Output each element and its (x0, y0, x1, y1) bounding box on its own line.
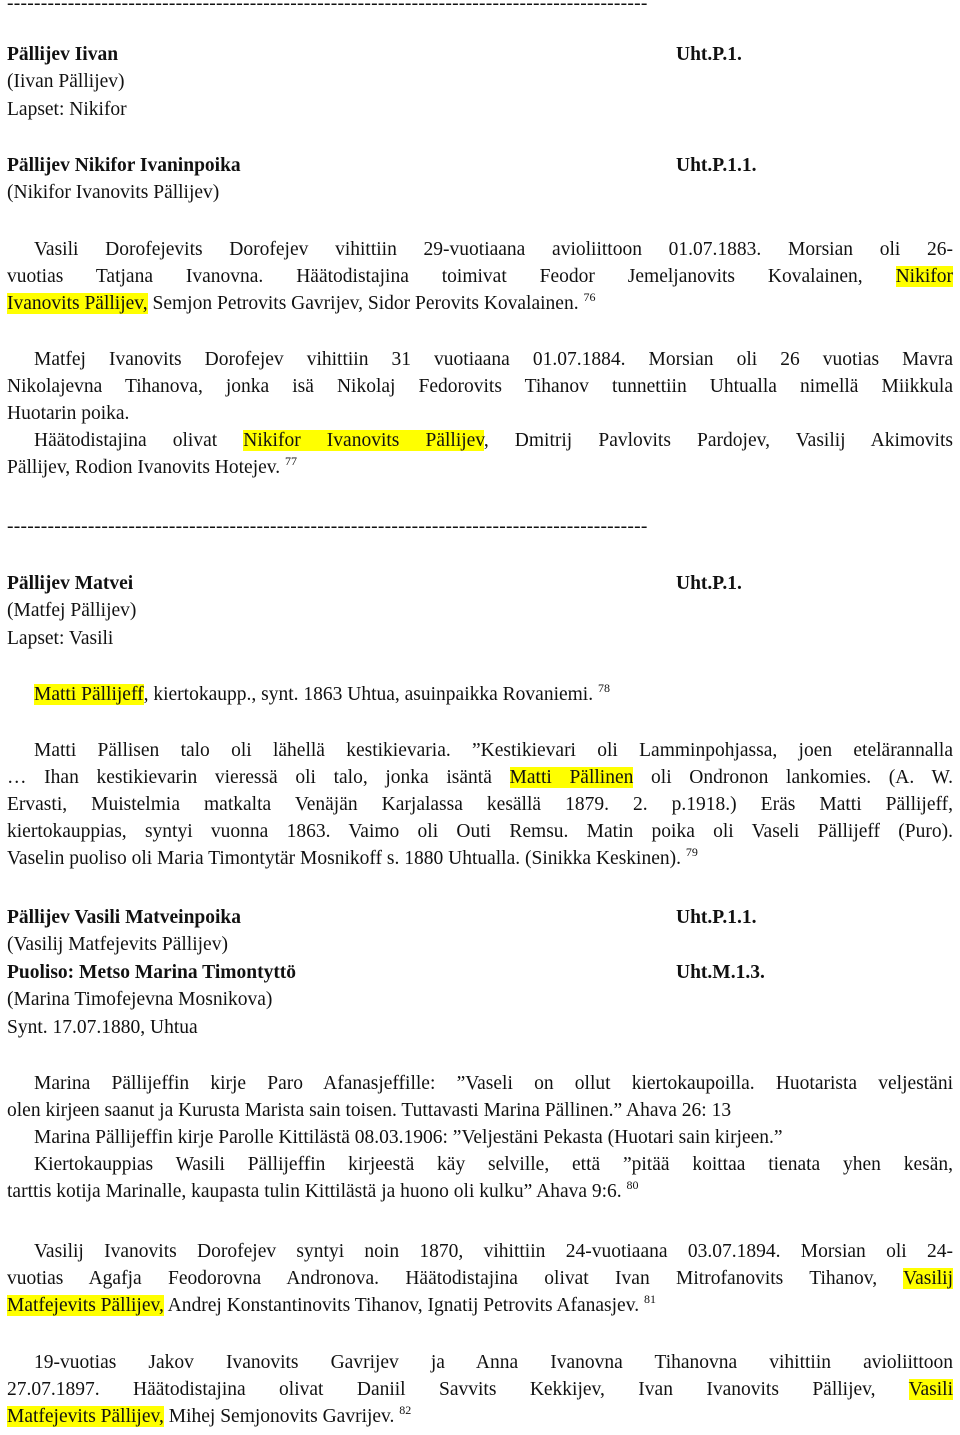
highlighted-name: Vasilij (903, 1268, 954, 1289)
spouse-alt-name: (Marina Timofejevna Mosnikova) (7, 989, 273, 1010)
text-line: vuotias Tatjana Ivanovna. Häätodistajina toimivat Feodor Jemeljanovits Kovalainen, (7, 266, 863, 287)
text-line: oli Ondronon lankomies. (A. W. (633, 767, 954, 788)
footnote-ref: 80 (626, 1178, 639, 1192)
entry-code: Uht.P.1. (676, 44, 742, 65)
text-line: Matti Pällisen talo oli lähellä kestikievaria. ”Kestikievari oli Lamminpohjassa, joen etelärannalla (34, 740, 953, 761)
text-line: Matfej Ivanovits Dorofejev vihittiin 31 vuotiaana 01.07.1884. Morsian oli 26 vuotias Mavra (34, 349, 953, 370)
highlighted-name: Nikifor (895, 266, 953, 287)
footnote-ref: 79 (685, 845, 698, 859)
text-line: Marina Pällijeffin kirje Paro Afanasjeffille: ”Vaseli on ollut kiertokaupoilla. Huotarista veljestäni (34, 1073, 953, 1094)
text-line: 27.07.1897. Häätodistajina olivat Daniil Savvits Kekkijev, Ivan Ivanovits Pällijev, (7, 1379, 876, 1400)
entry-name: Pällijev Matvei (7, 573, 134, 594)
entry-code: Uht.P.1. (676, 573, 742, 594)
separator-line: ----------------------------------------------------------------------------------------------- (7, 516, 648, 537)
footnote-ref: 77 (285, 454, 298, 468)
paragraph-marriage-1884 (7, 346, 953, 481)
text-line: Ervasti, Muistelmia matkalta Venäjän Karjalassa kesällä 1879. 2. p.1918.) Eräs Matti Pällijeff, (7, 794, 953, 815)
highlighted-name: Vasili (908, 1379, 953, 1400)
entry-alt-name: (Iivan Pällijev) (7, 71, 125, 92)
spouse-name: Puoliso: Metso Marina Timontyttö (7, 962, 297, 983)
spouse-code: Uht.M.1.3. (676, 962, 765, 983)
highlighted-name: Matfejevits Pällijev, (7, 1295, 164, 1316)
paragraph-matti-pallinen (7, 737, 953, 872)
paragraph-marriage-1894 (7, 1238, 953, 1319)
footnote-ref: 81 (643, 1292, 656, 1306)
text-line: Andrej Konstantinovits Tihanov, Ignatij Petrovits Afanasjev. (163, 1295, 640, 1316)
paragraph-marriage-1897 (7, 1349, 953, 1430)
text-line: Vasili Dorofejevits Dorofejev vihittiin 29-vuotiaana avioliittoon 01.07.1883. Morsian oli 26- (34, 239, 953, 260)
text-line: , Dmitrij Pavlovits Pardojev, Vasilij Akimovits (483, 430, 953, 451)
text-line: Vasilij Ivanovits Dorofejev syntyi noin 1870, vihittiin 24-vuotiaana 03.07.1894. Morsian oli 24- (34, 1241, 953, 1262)
text-line: Vaselin puoliso oli Maria Timontytär Mosnikoff s. 1880 Uhtualla. (Sinikka Keskinen). (7, 848, 681, 869)
text-line: olen kirjeen saanut ja Kurusta Marista sain toisen. Tuttavasti Marina Pällinen.” Ahava 26: 13 (7, 1100, 732, 1121)
text-line: … Ihan kestikievarin vieressä oli talo, jonka isäntä (7, 767, 510, 788)
paragraph-marriage-1883 (7, 236, 953, 317)
entry-name: Pällijev Iivan (7, 44, 119, 65)
entry-children: Lapset: Nikifor (7, 99, 127, 120)
text-line: Semjon Petrovits Gavrijev, Sidor Perovits Kovalainen. (147, 293, 579, 314)
entry-code: Uht.P.1.1. (676, 155, 757, 176)
footnote-ref: 82 (399, 1403, 412, 1417)
entry-children: Lapset: Vasili (7, 628, 114, 649)
highlighted-name: Matfejevits Pällijev, (7, 1406, 164, 1427)
entry-code: Uht.P.1.1. (676, 907, 757, 928)
text-line: Marina Pällijeffin kirje Parolle Kittilästä 08.03.1906: ”Veljestäni Pekasta (Huotari sain kirjeen.” (34, 1127, 783, 1148)
highlighted-name: Matti Pällinen (509, 767, 634, 788)
text-line: Nikolajevna Tihanova, jonka isä Nikolaj Fedorovits Tihanov tunnettiin Uhtualla nimellä Miikkula (7, 376, 953, 397)
text-line: Huotarin poika. (7, 403, 130, 424)
person-note (34, 682, 610, 708)
text-line: Pällijev, Rodion Ivanovits Hotejev. (7, 457, 281, 478)
highlighted-name: Nikifor Ivanovits Pällijev (243, 430, 484, 451)
text-line: Kiertokauppias Wasili Pällijeffin kirjeestä käy selville, että ”pitää koittaa tienata yhen kesän, (34, 1154, 953, 1175)
text-line: , kiertokaupp., synt. 1863 Uhtua, asuinpaikka Rovaniemi. (143, 684, 594, 705)
paragraph-letters (7, 1070, 953, 1205)
text-line: Mihej Semjonovits Gavrijev. (163, 1406, 395, 1427)
text-line: Häätodistajina olivat (34, 430, 244, 451)
highlighted-name: Matti Pällijeff (34, 684, 144, 705)
entry-alt-name: (Nikifor Ivanovits Pällijev) (7, 182, 220, 203)
entry-name: Pällijev Vasili Matveinpoika (7, 907, 242, 928)
footnote-ref: 76 (583, 290, 596, 304)
birth-info: Synt. 17.07.1880, Uhtua (7, 1017, 198, 1038)
text-line: kiertokauppias, syntyi vuonna 1863. Vaimo oli Outi Remsu. Matin poika oli Vaseli Pällijeff (Puro). (7, 821, 953, 842)
entry-alt-name: (Matfej Pällijev) (7, 600, 137, 621)
entry-alt-name: (Vasilij Matfejevits Pällijev) (7, 934, 228, 955)
text-line: tarttis kotija Marinalle, kaupasta tulin Kittilästä ja huono oli kulku” Ahava 9:6. (7, 1181, 622, 1202)
text-line: vuotias Agafja Feodorovna Andronova. Häätodistajina olivat Ivan Mitrofanovits Tihanov, (7, 1268, 878, 1289)
entry-name: Pällijev Nikifor Ivaninpoika (7, 155, 241, 176)
highlighted-name: Ivanovits Pällijev, (7, 293, 148, 314)
footnote-ref: 78 (597, 681, 610, 695)
separator-line-top: ----------------------------------------------------------------------------------------------- (7, 0, 648, 14)
text-line: 19-vuotias Jakov Ivanovits Gavrijev ja Anna Ivanovna Tihanovna vihittiin avioliittoon (34, 1352, 953, 1373)
